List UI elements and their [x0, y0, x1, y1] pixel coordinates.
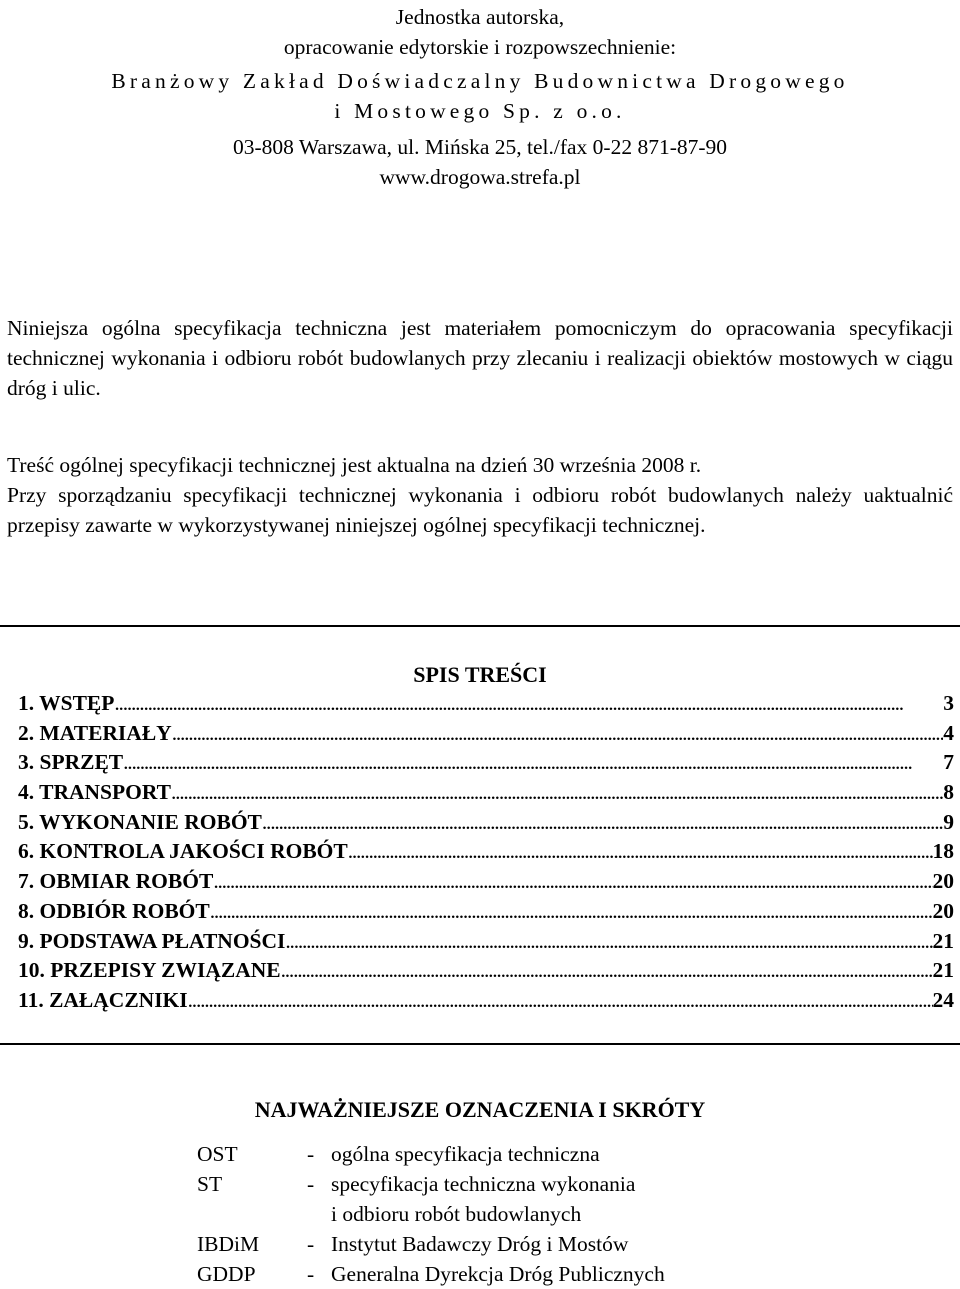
toc-item-title: 11. ZAŁĄCZNIKI: [18, 987, 188, 1012]
toc-item[interactable]: [18, 927, 954, 957]
toc-item-title: 7. OBMIAR ROBÓT: [18, 869, 214, 894]
abbreviation-desc: specyfikacja techniczna wykonania: [331, 1172, 636, 1196]
toc-item[interactable]: [18, 748, 954, 778]
update-note: Przy sporządzaniu specyfikacji technicznej wykonania i odbioru robót budowlanych należy uaktualnić przepisy zawarte w wykorzystywanej niniejszej ogólnej specyfikacji technicznej.: [7, 483, 953, 537]
toc-leader: [188, 986, 933, 1016]
toc-item[interactable]: [18, 689, 954, 719]
header-line-1: Jednostka autorska,: [395, 5, 565, 29]
abbreviations-title: NAJWAŻNIEJSZE OZNACZENIA I SKRÓTY: [254, 1097, 706, 1122]
toc-leader: [171, 778, 943, 808]
toc-item-title: 4. TRANSPORT: [18, 780, 171, 805]
toc-item-title: 1. WSTĘP: [18, 691, 115, 715]
abbreviation-dash: -: [307, 1142, 315, 1166]
abbreviation-desc: Instytut Badawczy Dróg i Mostów: [331, 1232, 629, 1256]
header-line-2: opracowanie edytorskie i rozpowszechnienie:: [283, 35, 677, 59]
toc-item-title: 8. ODBIÓR ROBÓT: [18, 898, 210, 923]
publisher-name: Branżowy Zakład Doświadczalny Budownictwa Drogowego: [111, 69, 849, 93]
table-of-contents: [18, 689, 954, 1016]
toc-item[interactable]: [18, 837, 954, 867]
toc-item[interactable]: [18, 778, 954, 808]
toc-item-page: 3: [943, 691, 954, 715]
divider-bottom: [0, 1043, 960, 1045]
toc-leader: [281, 956, 933, 986]
validity-date-line: Treść ogólnej specyfikacji technicznej jest aktualna na dzień 30 września 2008 r.: [7, 453, 702, 477]
validity-paragraph: [7, 450, 953, 540]
abbreviation-dash: -: [307, 1172, 315, 1196]
abbreviation-desc: Generalna Dyrekcja Dróg Publicznych: [331, 1262, 665, 1286]
publisher-name-cont: i Mostowego Sp. z o.o.: [334, 99, 626, 123]
abbreviation-desc: ogólna specyfikacja techniczna: [331, 1142, 600, 1166]
publisher-address: 03-808 Warszawa, ul. Mińska 25, tel./fax 0-22 871-87-90: [232, 135, 728, 159]
intro-paragraph: Niniejsza ogólna specyfikacja techniczna jest materiałem pomocniczym do opracowania specyfikacji technicznej wykonania i odbioru robót budowlanych przy zlecaniu i realizacji obiektów mostowych w ciągu dróg i ulic.: [7, 316, 953, 400]
divider-top: [0, 625, 960, 627]
toc-leader: [114, 689, 943, 719]
toc-item-page: 21: [932, 928, 954, 953]
toc-item-page: 20: [932, 869, 954, 894]
toc-leader: [210, 897, 933, 927]
abbreviation-dash: -: [307, 1232, 315, 1256]
toc-leader: [285, 927, 932, 957]
abbreviation-key: GDDP: [197, 1262, 256, 1286]
toc-leader: [262, 808, 943, 838]
toc-leader: [172, 719, 944, 749]
toc-item-page: 4: [943, 720, 954, 745]
toc-item-page: 20: [932, 898, 954, 923]
toc-item[interactable]: [18, 897, 954, 927]
toc-item[interactable]: [18, 808, 954, 838]
toc-item[interactable]: [18, 719, 954, 749]
toc-item-title: 2. MATERIAŁY: [18, 720, 172, 745]
toc-item[interactable]: [18, 986, 954, 1016]
abbreviation-key: ST: [197, 1172, 223, 1196]
toc-item-page: 8: [943, 780, 954, 805]
toc-item-title: 6. KONTROLA JAKOŚCI ROBÓT: [18, 839, 348, 864]
toc-leader: [348, 837, 933, 867]
toc-item-page: 24: [932, 987, 954, 1012]
toc-item-page: 18: [932, 839, 954, 864]
toc-item[interactable]: [18, 867, 954, 897]
publisher-website: www.drogowa.strefa.pl: [379, 165, 581, 189]
toc-item-title: 10. PRZEPISY ZWIĄZANE: [18, 958, 281, 983]
abbreviation-key: IBDiM: [197, 1232, 260, 1256]
toc-item[interactable]: [18, 956, 954, 986]
toc-item-title: 5. WYKONANIE ROBÓT: [18, 809, 262, 834]
abbreviation-desc: i odbioru robót budowlanych: [331, 1202, 582, 1226]
abbreviation-dash: -: [307, 1262, 315, 1286]
abbreviation-key: OST: [197, 1142, 238, 1166]
toc-item-page: 21: [932, 958, 954, 983]
toc-item-title: 9. PODSTAWA PŁATNOŚCI: [18, 928, 286, 953]
toc-item-page: 9: [943, 809, 954, 834]
toc-leader: [213, 867, 932, 897]
toc-item-title: 3. SPRZĘT: [18, 750, 124, 775]
toc-title: SPIS TREŚCI: [413, 662, 547, 687]
toc-item-page: 7: [943, 750, 954, 775]
toc-leader: [123, 748, 943, 778]
